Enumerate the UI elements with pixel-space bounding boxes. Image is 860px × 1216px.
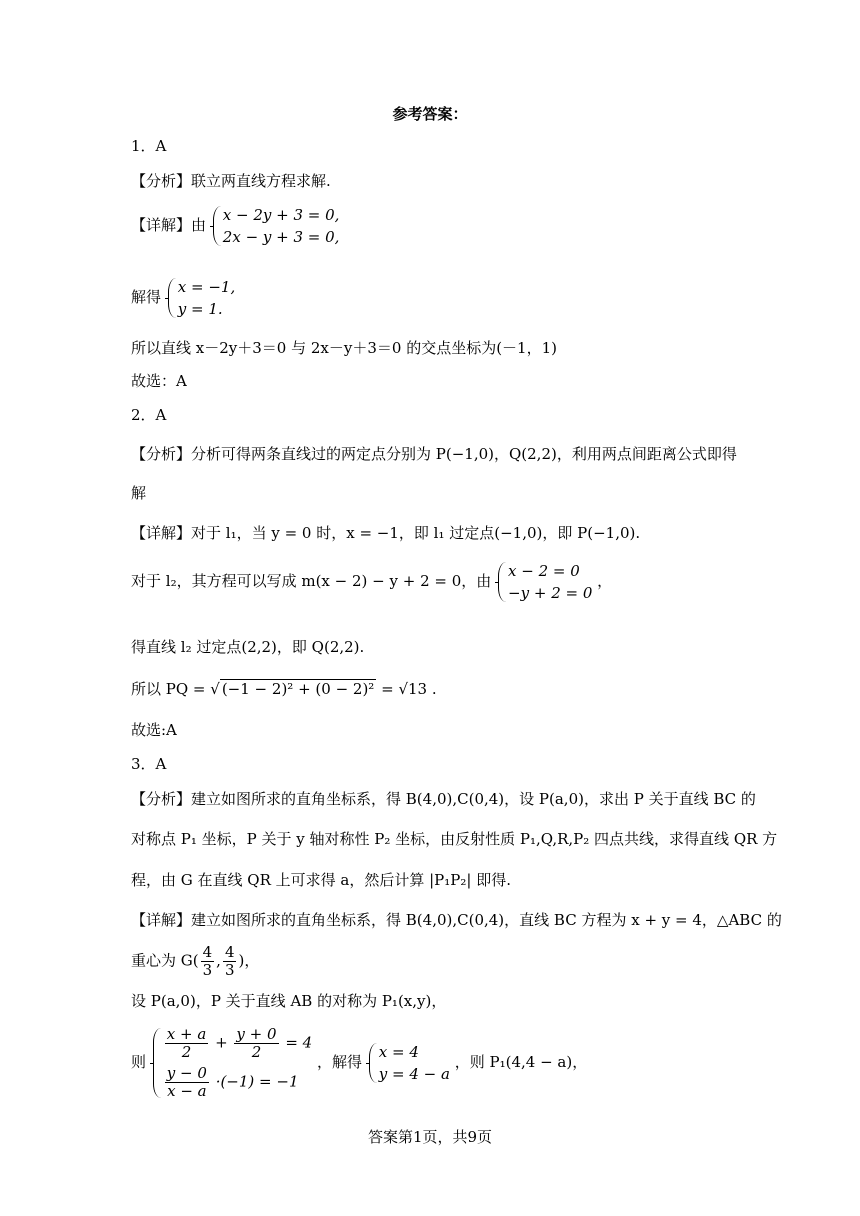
q2-analysis-line2: 解	[131, 484, 147, 502]
q3-analysis-line2: 对称点 P₁ 坐标，P 关于 y 轴对称性 P₂ 坐标，由反射性质 P₁,Q,R,P₂ 四点共线，求得直线 QR 方	[131, 830, 778, 848]
q2-l2-prefix: 对于 l₂，其方程可以写成 m(x − 2) − y + 2 = 0，由	[131, 572, 492, 590]
q2-distance-prefix: 所以 PQ =	[131, 680, 206, 698]
q1-conclusion: 所以直线 x－2y＋3＝0 与 2x－y＋3＝0 的交点坐标为(－1，1)	[131, 339, 557, 357]
q3-equation-system	[151, 1026, 312, 1100]
q1-analysis: 【分析】联立两直线方程求解.	[131, 172, 331, 190]
q3-times: ·(−1) = −1	[210, 1072, 299, 1091]
q3-f2-den: 2	[251, 1043, 262, 1061]
q1-sol2: y = 1.	[177, 300, 223, 318]
q2-distance: 所以 PQ = √ (−1 − 2)² + (0 − 2)² = √13 .	[131, 680, 437, 698]
q3-solution-system	[367, 1041, 450, 1085]
q3-sys-row2	[163, 1065, 312, 1100]
q2-analysis-line1: 【分析】分析可得两条直线过的两定点分别为 P(−1,0)，Q(2,2)，利用两点间距离公式即得	[131, 445, 737, 463]
q1-solution-system	[166, 276, 235, 320]
q1-equation-system	[211, 204, 340, 248]
q2-l2-eq1: x − 2 = 0	[508, 562, 580, 580]
q1-eq2: 2x − y + 3 = 0,	[222, 228, 340, 246]
q2-detail: 【详解】对于 l₁，当 y = 0 时，x = −1，即 l₁ 过定点(−1,0)，即 P(−1,0).	[131, 524, 641, 542]
q2-distance-root: (−1 − 2)² + (0 − 2)²	[221, 680, 375, 698]
q2-l2-line	[131, 560, 612, 604]
q3-result: ，则 P₁(4,4 − a)，	[454, 1053, 588, 1071]
q3-centroid-prefix: 重心为 G(	[131, 951, 199, 970]
q1-eq1: x − 2y + 3 = 0,	[222, 206, 340, 224]
q1-choice: 故选：A	[131, 372, 187, 390]
q3-detail-line1: 【详解】建立如图所求的直角坐标系，得 B(4,0),C(0,4)，直线 BC 方程为 x + y = 4，△ABC 的	[131, 911, 782, 929]
q3-g-num-x: 4	[202, 943, 213, 961]
q3-system-line	[131, 1026, 587, 1100]
q3-g-den-y: 3	[224, 961, 235, 979]
q3-f3-den: x − a	[167, 1082, 207, 1100]
q3-g-num-y: 4	[224, 943, 235, 961]
q3-centroid-suffix: )，	[238, 951, 260, 970]
q3-sys-row1	[163, 1026, 312, 1061]
q3-g-den-x: 3	[202, 961, 213, 979]
q2-equation-system	[496, 560, 592, 604]
q2-distance-eq: = √13 .	[381, 680, 437, 698]
q3-eq4: = 4	[280, 1033, 313, 1052]
q3-g-fraction-y	[223, 944, 237, 979]
q3-analysis-line1: 【分析】建立如图所求的直角坐标系，得 B(4,0),C(0,4)，设 P(a,0)，求出 P 关于直线 BC 的	[131, 790, 756, 808]
q2-fixed-point: 得直线 l₂ 过定点(2,2)，即 Q(2,2).	[131, 638, 365, 656]
q3-number: 3．A	[131, 755, 167, 773]
q3-g-fraction-x	[201, 944, 215, 979]
q1-detail	[131, 204, 339, 248]
q1-number: 1．A	[131, 137, 167, 155]
q3-sys-prefix: 则	[131, 1053, 147, 1071]
q2-l2-eq2: −y + 2 = 0	[508, 584, 593, 602]
page-title: 参考答案：	[392, 105, 468, 123]
page-footer: 答案第1页，共9页	[367, 1128, 493, 1146]
q3-centroid: 重心为 G( $\frac{4}{3}$ , $\frac{4}{3}$ )，	[131, 943, 260, 979]
q3-f1-den: 2	[181, 1043, 192, 1061]
q3-f3-num: y − 0	[166, 1064, 207, 1082]
q3-detail-line3: 设 P(a,0)，P 关于直线 AB 的对称为 P₁(x,y)，	[131, 992, 447, 1010]
q1-solution	[131, 276, 235, 320]
q2-l2-suffix: ，	[597, 572, 613, 590]
q1-detail-prefix: 【详解】由	[131, 216, 207, 234]
q3-f1-num: x + a	[166, 1025, 207, 1043]
q3-f2-num: y + 0	[236, 1025, 277, 1043]
q1-solve-prefix: 解得	[131, 288, 162, 306]
q2-choice: 故选:A	[131, 721, 177, 739]
q3-sol1: x = 4	[378, 1043, 419, 1061]
q3-analysis-line3: 程，由 G 在直线 QR 上可求得 a，然后计算 |P₁P₂| 即得.	[131, 871, 511, 889]
q2-number: 2．A	[131, 406, 167, 424]
q1-sol1: x = −1,	[177, 278, 236, 296]
q3-sol2: y = 4 − a	[378, 1065, 450, 1083]
q3-solve-prefix: ，解得	[316, 1053, 362, 1071]
q3-plus: +	[210, 1033, 233, 1052]
